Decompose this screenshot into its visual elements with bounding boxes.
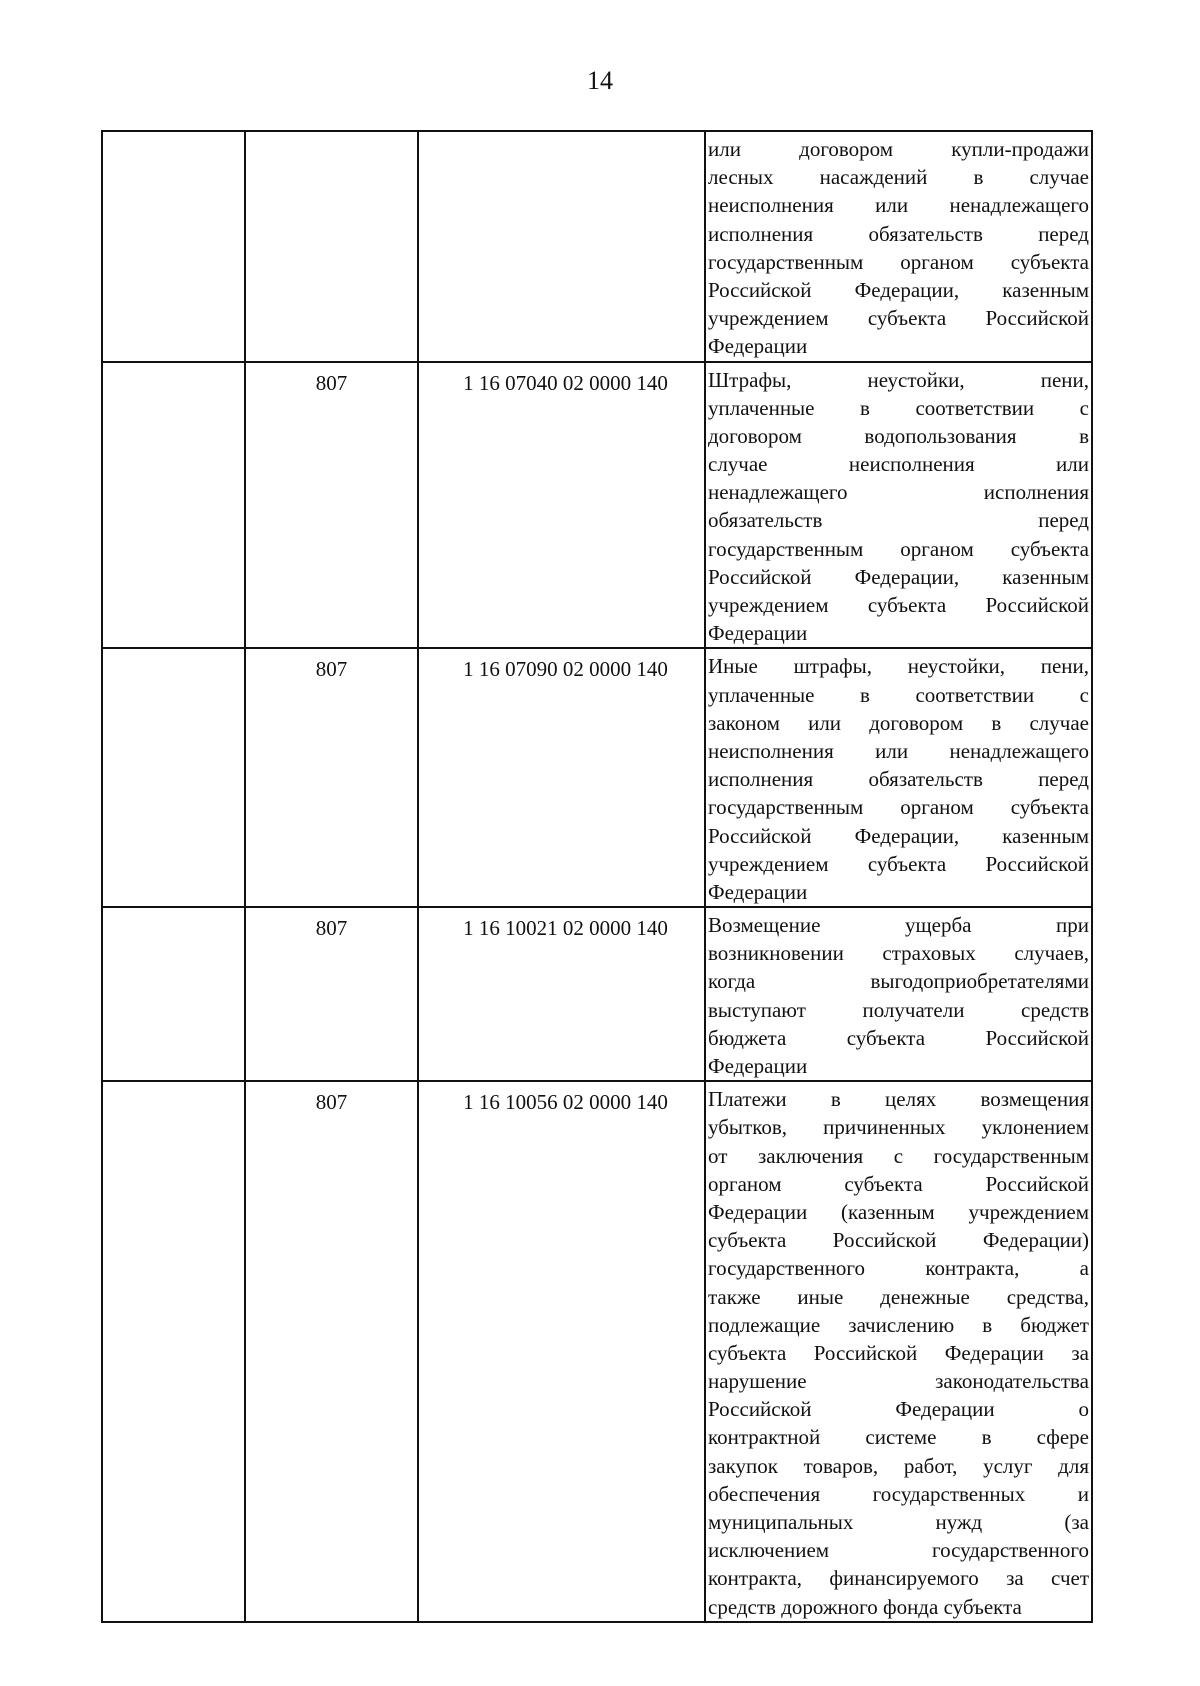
description-line: законом или договором в случае (708, 710, 1089, 735)
page-number: 14 (587, 66, 613, 95)
description-line: Российской Федерации, казенным (708, 277, 1089, 302)
table-body (102, 131, 1092, 1622)
description-line: обязательств перед (708, 508, 1089, 533)
budget-code-cell: 1 16 07090 02 0000 140 (418, 648, 705, 907)
description-line: закупок товаров, работ, услуг для (708, 1453, 1089, 1478)
table-row (102, 131, 1092, 362)
description-cell (705, 362, 1092, 649)
description-line: Федерации (708, 879, 808, 904)
empty-cell (102, 131, 245, 362)
admin-code-cell (245, 131, 418, 362)
description-line: субъекта Российской Федерации) (708, 1228, 1089, 1253)
description-line: субъекта Российской Федерации за (708, 1340, 1089, 1365)
description-line: нарушение законодательства (708, 1369, 1089, 1394)
empty-cell (102, 907, 245, 1081)
budget-code-cell: 1 16 10021 02 0000 140 (418, 907, 705, 1081)
empty-cell (102, 1081, 245, 1622)
description-line: также иные денежные средства, (708, 1284, 1089, 1309)
description-line: учреждением субъекта Российской (708, 593, 1089, 617)
description-line: государственного контракта, а (708, 1256, 1089, 1281)
description-line: Штрафы, неустойки, пени, (708, 367, 1089, 392)
description-line: бюджета субъекта Российской (708, 1025, 1089, 1050)
table-row (102, 648, 1092, 907)
description-line: Платежи в целях возмещения (708, 1087, 1089, 1112)
description-line: учреждением субъекта Российской (708, 306, 1089, 331)
description-line: ненадлежащего исполнения (708, 480, 1089, 505)
empty-cell (102, 648, 245, 907)
description-line: органом субъекта Российской (708, 1171, 1089, 1196)
description-line: государственным органом субъекта (708, 249, 1089, 274)
description-line: государственным органом субъекта (708, 795, 1089, 820)
description-line: лесных насаждений в случае (708, 165, 1089, 190)
description-line: Федерации (казенным учреждением (708, 1199, 1089, 1224)
table-row (102, 1081, 1092, 1622)
description-line: неисполнения или ненадлежащего (708, 738, 1089, 763)
description-line: неисполнения или ненадлежащего (708, 193, 1089, 218)
description-line: случае неисполнения или (708, 452, 1089, 477)
admin-code-cell: 807 (245, 1081, 418, 1622)
admin-code-cell: 807 (245, 907, 418, 1081)
description-line: Российской Федерации о (708, 1397, 1089, 1422)
description-line: выступают получатели средств (708, 997, 1089, 1022)
description-line: убытков, причиненных уклонением (708, 1115, 1089, 1140)
description-line: подлежащие зачислению в бюджет (708, 1312, 1089, 1337)
budget-code-cell (418, 131, 705, 362)
description-cell (705, 1081, 1092, 1622)
description-line: возникновении страховых случаев, (708, 941, 1089, 966)
description-line: уплаченные в соответствии с (708, 395, 1089, 420)
description-line: Российской Федерации, казенным (708, 823, 1089, 848)
description-line: уплаченные в соответствии с (708, 682, 1089, 707)
description-line: государственным органом субъекта (708, 536, 1089, 561)
description-line: Федерации (708, 621, 808, 646)
revenue-codes-table (101, 130, 1093, 1623)
description-line: учреждением субъекта Российской (708, 851, 1089, 876)
description-line: контракта, финансируемого за счет (708, 1566, 1089, 1591)
empty-cell (102, 362, 245, 649)
table-row (102, 907, 1092, 1081)
description-line: исключением государственного (708, 1538, 1089, 1563)
description-line: от заключения с государственным (708, 1143, 1089, 1168)
description-line: Возмещение ущерба при (708, 913, 1089, 938)
description-line: муниципальных нужд (за (708, 1510, 1089, 1534)
description-cell (705, 907, 1092, 1081)
description-line: Иные штрафы, неустойки, пени, (708, 654, 1089, 679)
description-line: исполнения обязательств перед (708, 221, 1089, 246)
budget-code-cell: 1 16 07040 02 0000 140 (418, 362, 705, 649)
description-line: обеспечения государственных и (708, 1481, 1089, 1506)
description-line: Российской Федерации, казенным (708, 564, 1089, 589)
admin-code-cell: 807 (245, 648, 418, 907)
description-line: средств дорожного фонда субъекта (708, 1594, 1022, 1619)
description-cell (705, 648, 1092, 907)
description-line: контрактной системе в сфере (708, 1425, 1089, 1450)
table-row (102, 362, 1092, 649)
description-line: исполнения обязательств перед (708, 767, 1089, 792)
description-line: договором водопользования в (708, 423, 1089, 448)
budget-code-cell: 1 16 10056 02 0000 140 (418, 1081, 705, 1622)
admin-code-cell: 807 (245, 362, 418, 649)
description-line: Федерации (708, 1054, 808, 1078)
description-line: или договором купли-продажи (708, 137, 1089, 161)
description-cell (705, 131, 1092, 362)
description-line: когда выгодоприобретателями (708, 969, 1089, 994)
description-line: Федерации (708, 334, 808, 359)
